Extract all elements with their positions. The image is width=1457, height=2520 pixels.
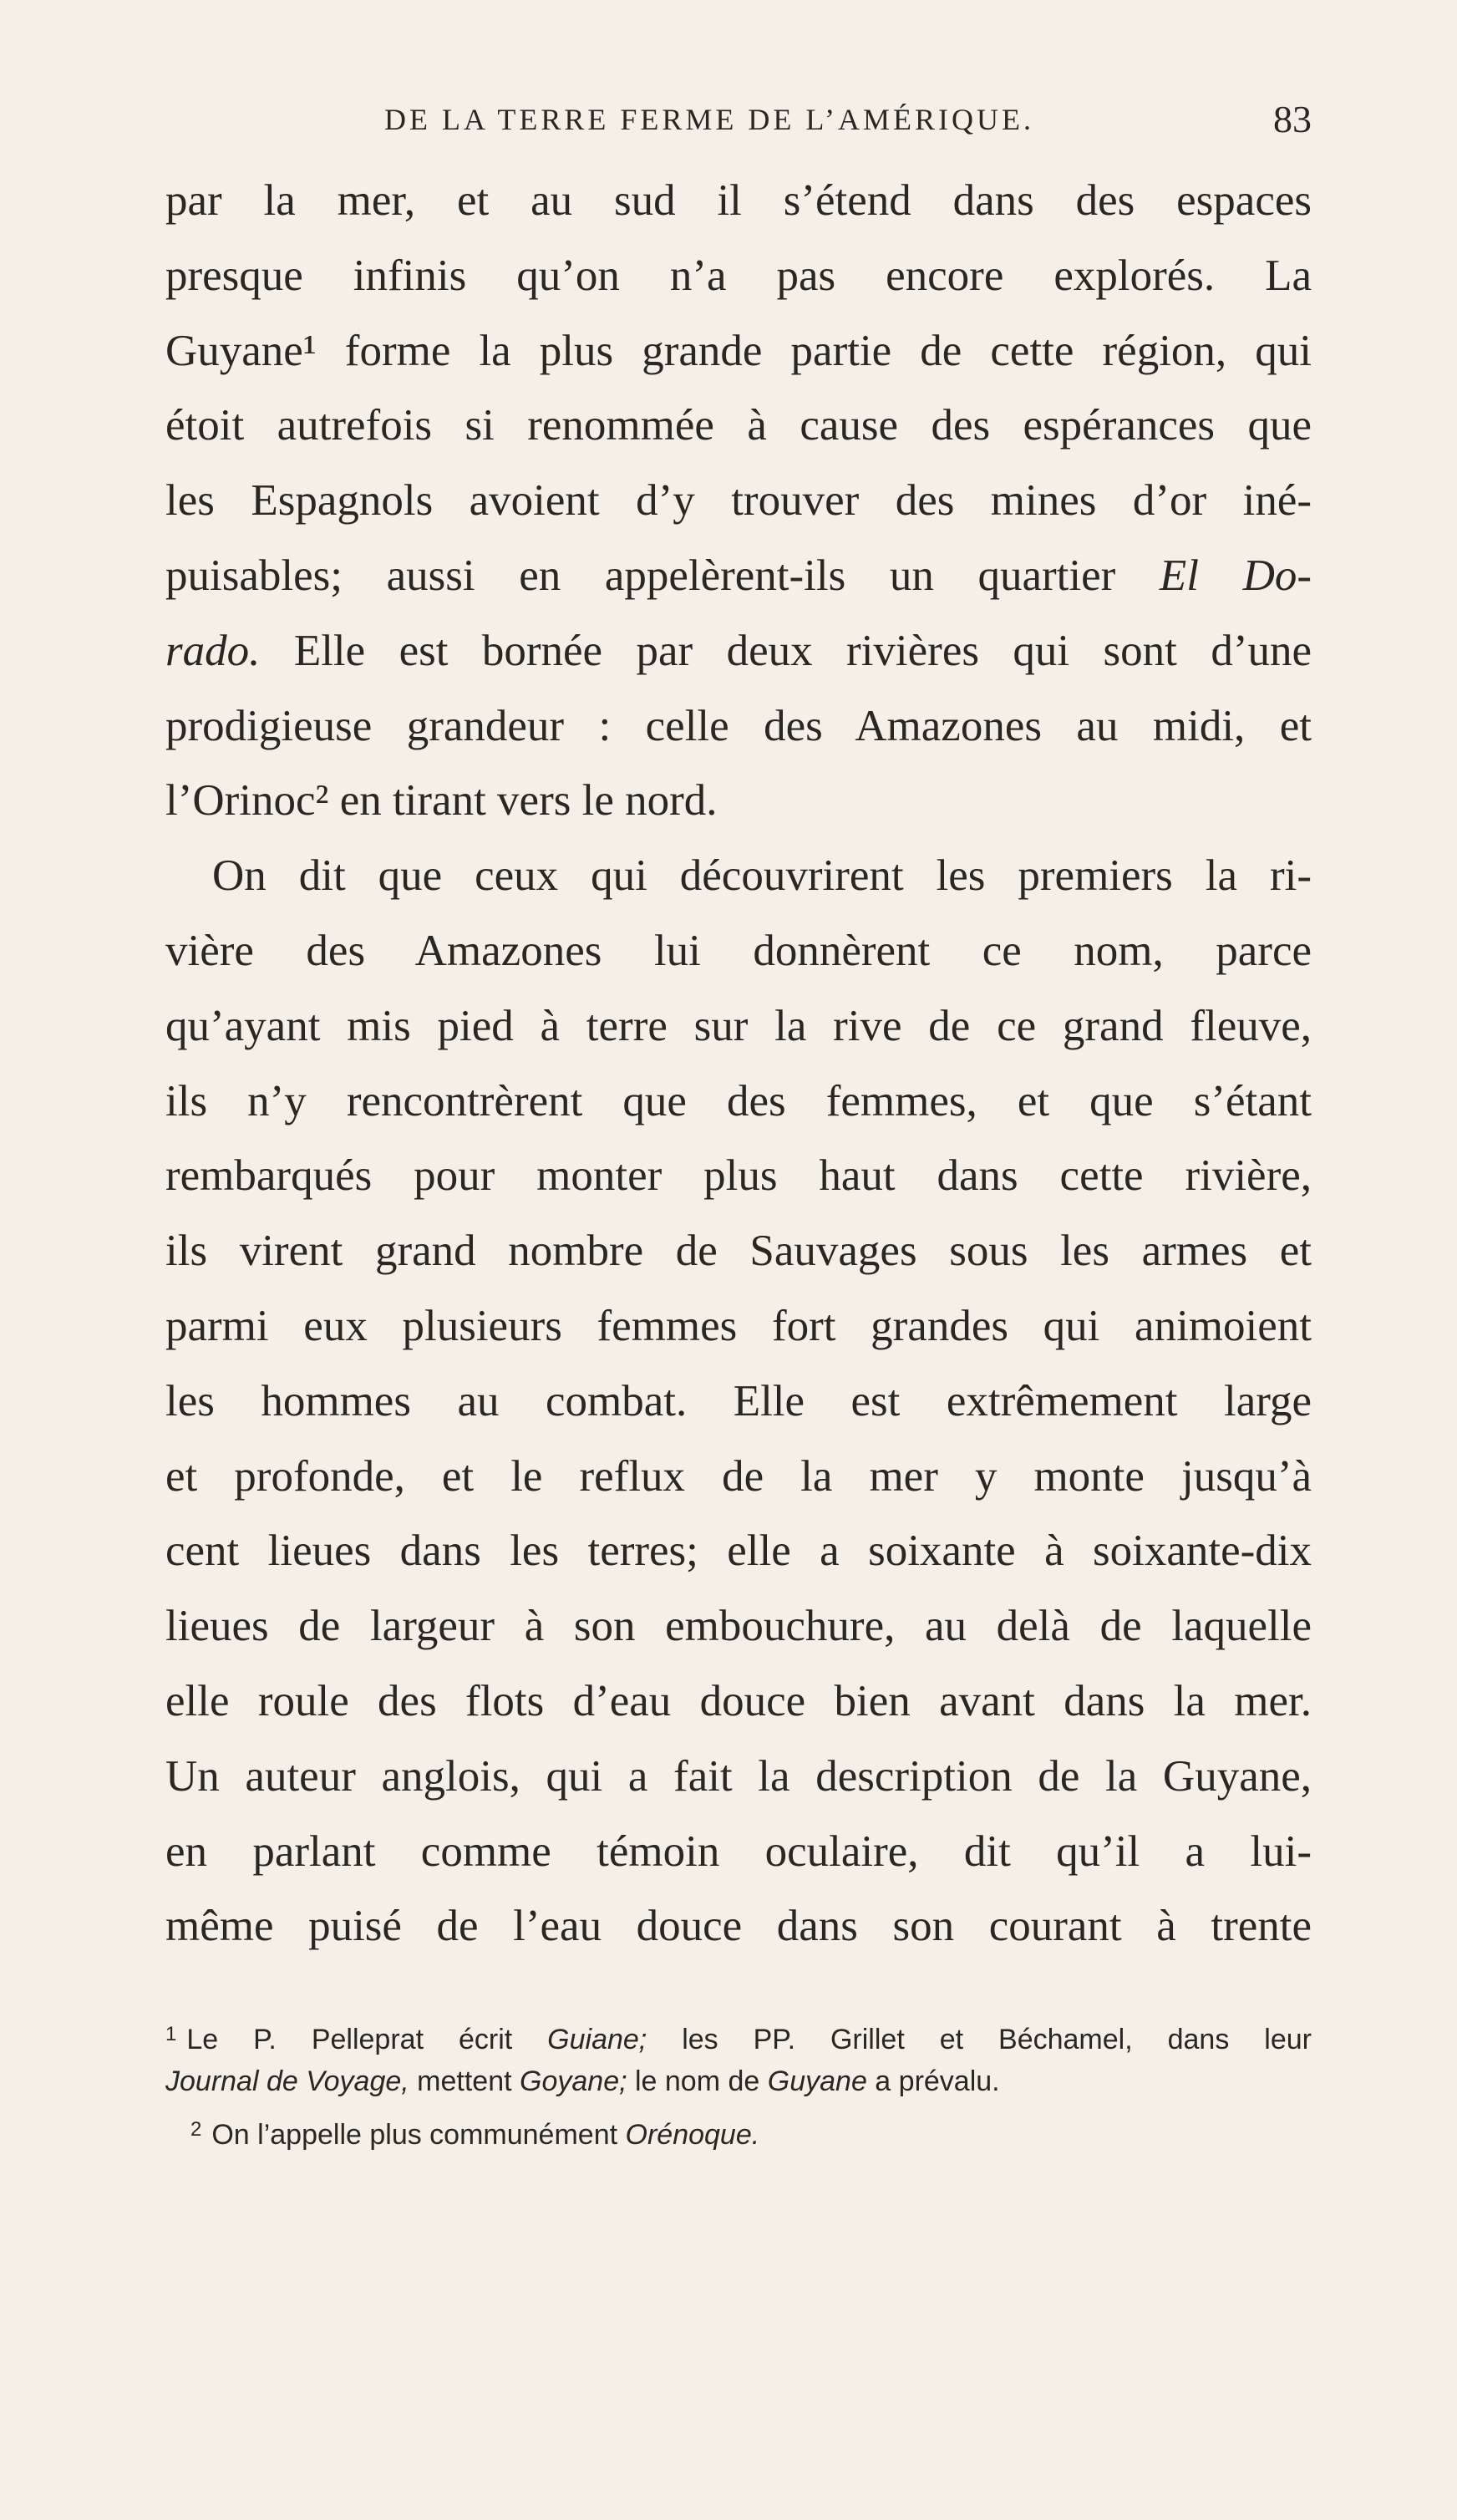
text-line: l’Orinoc² en tirant vers le nord. bbox=[165, 776, 718, 826]
text-line: lieues de largeur à son embouchure, au delà de laquelle bbox=[165, 1602, 1312, 1651]
text-line: étoit autrefois si renommée à cause des espérances que bbox=[165, 401, 1312, 450]
running-title: DE LA TERRE FERME DE L’AMÉRIQUE. bbox=[384, 103, 1035, 136]
text-line: parmi eux plusieurs femmes fort grandes qui animoient bbox=[165, 1301, 1312, 1350]
footnote-1-line: Journal de Voyage, mettent Goyane; le nom de Guyane a prévalu. bbox=[165, 2065, 1000, 2097]
text-line: et profonde, et le reflux de la mer y monte jusqu’à bbox=[165, 1451, 1312, 1501]
body-text bbox=[165, 164, 1312, 1964]
text-line: qu’ayant mis pied à terre sur la rive de ce grand fleuve, bbox=[165, 1001, 1312, 1050]
text-line: presque infinis qu’on n’a pas encore explorés. La bbox=[165, 251, 1312, 300]
footnote-2-line bbox=[165, 2106, 1312, 2153]
text-line: Un auteur anglois, qui a fait la description de la Guyane, bbox=[165, 1751, 1312, 1801]
text-line: prodigieuse grandeur : celle des Amazones au midi, et bbox=[165, 701, 1312, 750]
page-number: 83 bbox=[1273, 98, 1312, 140]
text-line: rado. Elle est bornée par deux rivières qui sont d’une bbox=[165, 626, 1312, 675]
text-line: rembarqués pour monter plus haut dans cette rivière, bbox=[165, 1151, 1312, 1201]
footnote-2-text: On l’appelle plus communément Orénoque. bbox=[211, 2119, 760, 2151]
text-line: cent lieues dans les terres; elle a soixante à soixante-dix bbox=[165, 1527, 1312, 1576]
text-line: les Espagnols avoient d’y trouver des mines d’or iné- bbox=[165, 476, 1312, 526]
text-line: vière des Amazones lui donnèrent ce nom, parce bbox=[165, 926, 1312, 975]
footnote-1-text: Le P. Pelleprat écrit Guiane; les PP. Grillet et Béchamel, dans leur bbox=[186, 2024, 1312, 2055]
text-line: les hommes au combat. Elle est extrêmement large bbox=[165, 1376, 1312, 1425]
text-line: Guyane¹ forme la plus grande partie de cette région, qui bbox=[165, 326, 1312, 375]
text-line: même puisé de l’eau douce dans son courant à trente bbox=[165, 1902, 1312, 1951]
footnotes bbox=[165, 2010, 1312, 2153]
text-line: On dit que ceux qui découvrirent les premiers la ri- bbox=[212, 851, 1312, 901]
text-line: ils n’y rencontrèrent que des femmes, et que s’étant bbox=[165, 1076, 1312, 1125]
text-line: ils virent grand nombre de Sauvages sous les armes et bbox=[165, 1227, 1312, 1276]
footnote-1-line bbox=[165, 2010, 1312, 2058]
footnote-marker: 1 bbox=[165, 2023, 177, 2045]
footnote-marker: 2 bbox=[190, 2118, 202, 2141]
text-line: puisables; aussi en appelèrent-ils un quartier El Do- bbox=[165, 551, 1312, 600]
text-line: en parlant comme témoin oculaire, dit qu’il a lui- bbox=[165, 1826, 1312, 1876]
text-line: elle roule des flots d’eau douce bien avant dans la mer. bbox=[165, 1676, 1312, 1725]
text-line: par la mer, et au sud il s’étend dans des espaces bbox=[165, 176, 1312, 225]
running-head bbox=[167, 90, 1312, 149]
